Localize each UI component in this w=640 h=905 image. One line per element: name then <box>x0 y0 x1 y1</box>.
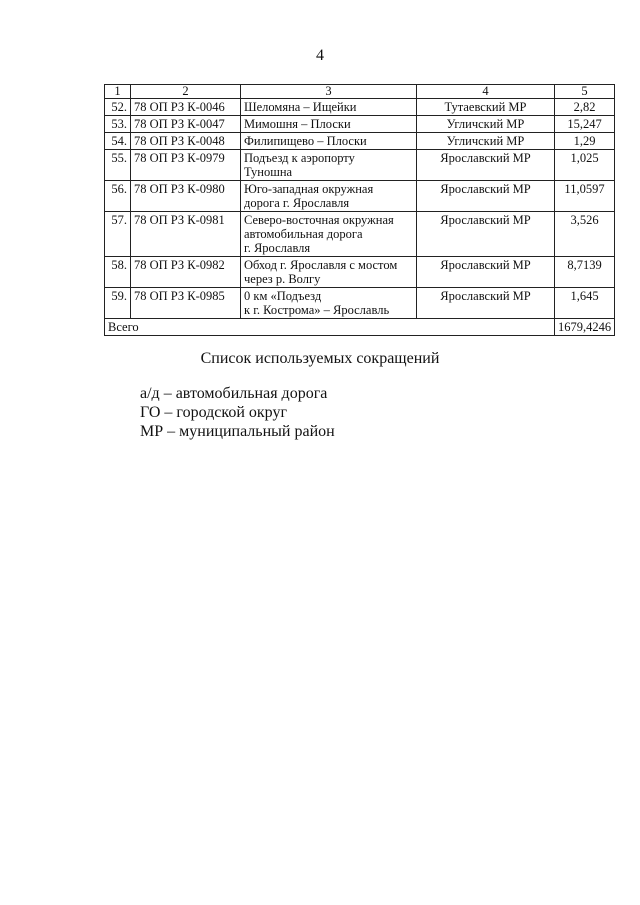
page-number: 4 <box>316 47 324 64</box>
table-row <box>105 212 615 257</box>
header-col-4: 4 <box>417 85 555 99</box>
road-name: Юго-западная окружная дорога г. Ярославля <box>241 181 417 212</box>
row-number: 53. <box>105 116 131 133</box>
road-code: 78 ОП РЗ К-0046 <box>131 99 241 116</box>
abbreviations-title: Список используемых сокращений <box>200 350 440 367</box>
row-number: 55. <box>105 150 131 181</box>
table-row <box>105 288 615 319</box>
road-name: Обход г. Ярославля с мостом через р. Волгу <box>241 257 417 288</box>
road-length: 1,645 <box>555 288 615 319</box>
road-district: Ярославский МР <box>417 150 555 181</box>
road-length: 8,7139 <box>555 257 615 288</box>
road-length: 15,247 <box>555 116 615 133</box>
row-number: 58. <box>105 257 131 288</box>
table-row <box>105 150 615 181</box>
road-code: 78 ОП РЗ К-0982 <box>131 257 241 288</box>
road-district: Угличский МР <box>417 116 555 133</box>
road-name: Мимошня – Плоски <box>241 116 417 133</box>
road-code: 78 ОП РЗ К-0048 <box>131 133 241 150</box>
road-name: Шеломяна – Ищейки <box>241 99 417 116</box>
road-length: 1,025 <box>555 150 615 181</box>
road-length: 11,0597 <box>555 181 615 212</box>
road-length: 3,526 <box>555 212 615 257</box>
total-row <box>105 319 615 336</box>
road-code: 78 ОП РЗ К-0981 <box>131 212 241 257</box>
row-number: 57. <box>105 212 131 257</box>
row-number: 59. <box>105 288 131 319</box>
road-name: Подъезд к аэропорту Туношна <box>241 150 417 181</box>
road-district: Ярославский МР <box>417 212 555 257</box>
road-length: 1,29 <box>555 133 615 150</box>
row-number: 54. <box>105 133 131 150</box>
road-name: 0 км «Подъезд к г. Кострома» – Ярославль <box>241 288 417 319</box>
abbreviations-list <box>140 384 335 441</box>
roads-table <box>104 84 615 336</box>
total-value: 1679,4246 <box>555 319 615 336</box>
table-header-row <box>105 85 615 99</box>
table-body <box>105 99 615 319</box>
header-col-5: 5 <box>555 85 615 99</box>
table-row <box>105 133 615 150</box>
road-length: 2,82 <box>555 99 615 116</box>
road-code: 78 ОП РЗ К-0979 <box>131 150 241 181</box>
road-name: Филипищево – Плоски <box>241 133 417 150</box>
header-col-2: 2 <box>131 85 241 99</box>
table-row <box>105 257 615 288</box>
table-row <box>105 116 615 133</box>
total-label: Всего <box>105 319 555 336</box>
abbreviation-item: ГО – городской округ <box>140 404 287 421</box>
header-col-1: 1 <box>105 85 131 99</box>
road-district: Угличский МР <box>417 133 555 150</box>
row-number: 56. <box>105 181 131 212</box>
road-code: 78 ОП РЗ К-0047 <box>131 116 241 133</box>
header-col-3: 3 <box>241 85 417 99</box>
road-name: Северо-восточная окружная автомобильная дорога г. Ярославля <box>241 212 417 257</box>
road-district: Ярославский МР <box>417 181 555 212</box>
road-district: Ярославский МР <box>417 288 555 319</box>
table-row <box>105 181 615 212</box>
abbreviation-item: а/д – автомобильная дорога <box>140 385 328 402</box>
road-code: 78 ОП РЗ К-0980 <box>131 181 241 212</box>
row-number: 52. <box>105 99 131 116</box>
road-code: 78 ОП РЗ К-0985 <box>131 288 241 319</box>
table-row <box>105 99 615 116</box>
abbreviation-item: МР – муниципальный район <box>140 423 335 440</box>
road-district: Ярославский МР <box>417 257 555 288</box>
road-district: Тутаевский МР <box>417 99 555 116</box>
